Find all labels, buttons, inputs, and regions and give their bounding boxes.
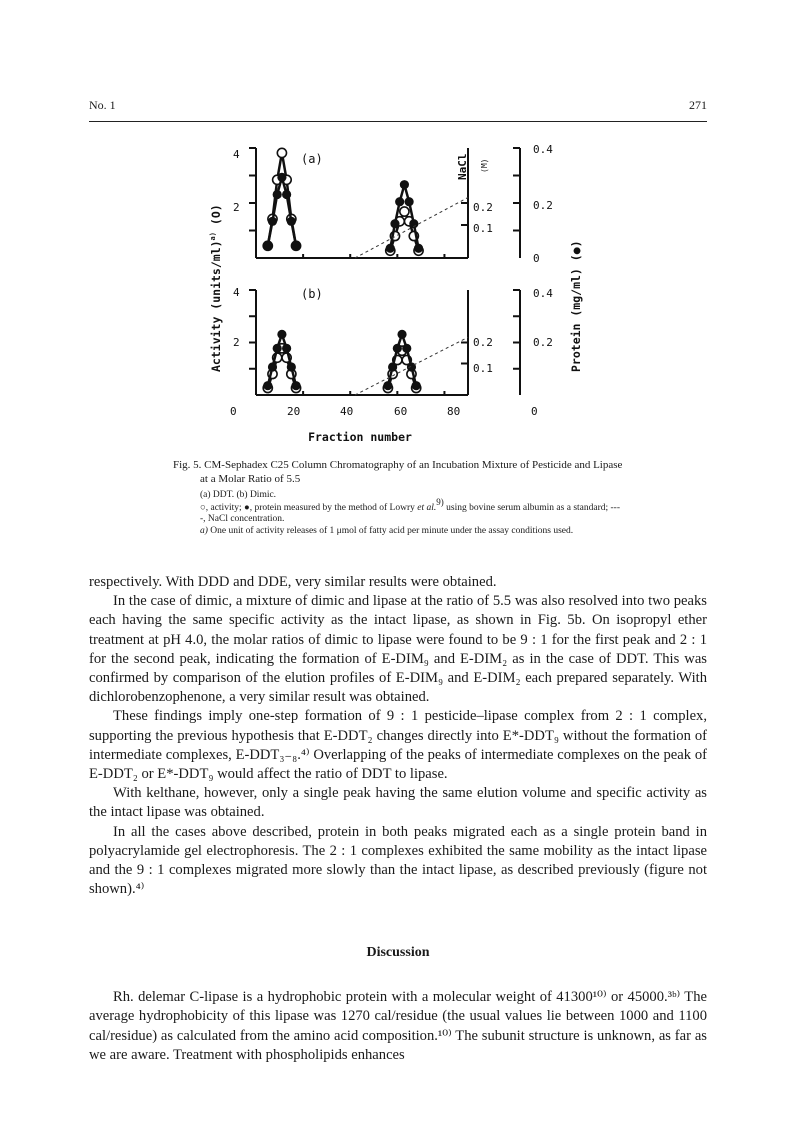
paragraph-4: With kelthane, however, only a single peak having the same elution volume and specific activity as the intact lipase was obtained. [89,785,707,821]
panel-a-label: (a) [301,152,323,166]
caption-panels: (a) DDT. (b) Dimic. [200,490,277,500]
journal-issue: No. 1 [89,98,116,112]
left-tick-a-2: 2 [233,201,240,214]
protein-point [292,242,300,250]
protein-point [405,198,413,206]
protein-tick-a-0: 0 [533,252,540,265]
protein-point [288,218,296,226]
paragraph-5: In all the cases above described, protein in both peaks migrated each as a single protein band in polyacrylamide gel electrophoresis. The 2 : 1 complexes exhibited the same mobility as the intact lipase and the 9 : 1 complexes migrated more slowly than the intact lipase, as described previously (figure not shown).⁴⁾ [89,823,707,898]
protein-point [273,345,281,353]
protein-point [415,244,423,252]
protein-point [396,198,404,206]
paragraph-2: In the case of dimic, a mixture of dimic and lipase at the ratio of 5.5 was also resolved into two peaks each having the same specific activity as the intact lipase, as shown in Fig. 5b. On isopropyl ether treatment at pH 4.0, the molar ratios of dimic to lipase were found to be 9 : 1 for the first peak and 2 : 1 for the second peak, indicating the formation of E-DIM₉ and E-DIM₂ as in the case of DDT. This was confirmed by comparison of the elution profiles of E-DIM₉ and E-DIM₂ each prepared separately. With dichlorobenzophenone, a very similar result was obtained. [89,593,707,706]
x-axis-label: Fraction number [308,430,412,444]
protein-point [273,191,281,199]
protein-point [403,345,411,353]
page-number: 271 [689,98,707,112]
protein-tick-b-04: 0.4 [533,287,553,300]
protein-point [389,363,397,371]
chromatography-figure [0,0,793,460]
left-tick-b-2: 2 [233,336,240,349]
caption-legend: ○, activity; ●, protein measured by the method of Lowry et al.$^{9)}$ using bovine serum albumin as a standard; ----, NaCl concentration. [200,496,621,524]
protein-series-line [268,177,296,245]
x-tick-80: 80 [447,405,461,418]
x-tick-60: 60 [394,405,408,418]
protein-point [278,174,286,182]
x-tick-0: 0 [230,405,237,418]
x-tick-40: 40 [340,405,354,418]
protein-tick-a-04: 0.4 [533,143,553,156]
protein-point [269,363,277,371]
discussion-paragraph-1: Rh. delemar C-lipase is a hydrophobic protein with a molecular weight of 41300¹⁰⁾ or 45000.³ᵇ⁾ The average hydrophobicity of this lipase was 1270 cal/residue (the usual values lie between 1000 and 1100 cal/residue) as calculated from the amino acid composition.¹⁰⁾ The subunit structure is unknown, as far as we are aware. Treatment with phospholipids enhances [89,989,707,1064]
protein-point [269,218,277,226]
protein-point [264,382,272,390]
x-tick-protein-0: 0 [531,405,538,418]
discussion-text [89,988,707,1066]
activity-series-line [268,153,296,246]
protein-point [264,242,272,250]
protein-point [391,220,399,228]
nacl-axis-unit: (M) [480,158,489,173]
protein-point [384,382,392,390]
protein-point [283,345,291,353]
protein-point [288,363,296,371]
results-text [89,573,707,899]
caption-footnote: a) One unit of activity releases of 1 μmol of fatty acid per minute under the assay conditions used. [200,525,574,536]
activity-point [277,148,286,157]
protein-point [412,382,420,390]
x-tick-20: 20 [287,405,301,418]
nacl-tick-b-01: 0.1 [473,362,493,375]
protein-point [394,345,402,353]
protein-point [292,382,300,390]
left-tick-b-4: 4 [233,286,240,299]
nacl-axis-label: NaCl [456,153,469,180]
paragraph-1: respectively. With DDD and DDE, very similar results were obtained. [89,574,497,590]
protein-point [278,331,286,339]
left-axis-label: Activity (units/ml)$^{a)}$ (O) [209,204,223,372]
caption-title: Fig. 5. CM-Sephadex C25 Column Chromatography of an Incubation Mixture of Pesticide and Lipase at a Molar Ratio of 5.5 [173,459,623,485]
activity-point [400,207,409,216]
protein-tick-a-02: 0.2 [533,199,553,212]
discussion-heading: Discussion [366,945,430,960]
figure-caption [173,458,625,537]
protein-tick-b-02: 0.2 [533,336,553,349]
nacl-tick-a-01: 0.1 [473,222,493,235]
protein-point [398,331,406,339]
paragraph-3: These findings imply one-step formation of 9 : 1 pesticide–lipase complex from 2 : 1 complex, supporting the previous hypothesis that E-DDT₂ changes directly into E*-DDT₉ without the formation of intermediate complexes, E-DDT₃₋₈.⁴⁾ Overlapping of the peaks of intermediate complexes on the peak of E-DDT₂ or E*-DDT₉ would affect the ratio of DDT to lipase. [89,708,707,783]
right-axis-label: Protein (mg/ml) (●) [569,240,583,372]
panel-b-label: (b) [301,287,323,301]
protein-point [386,244,394,252]
protein-point [283,191,291,199]
left-tick-a-4: 4 [233,148,240,161]
nacl-tick-b-02: 0.2 [473,336,493,349]
nacl-tick-a-02: 0.2 [473,201,493,214]
protein-point [401,181,409,189]
